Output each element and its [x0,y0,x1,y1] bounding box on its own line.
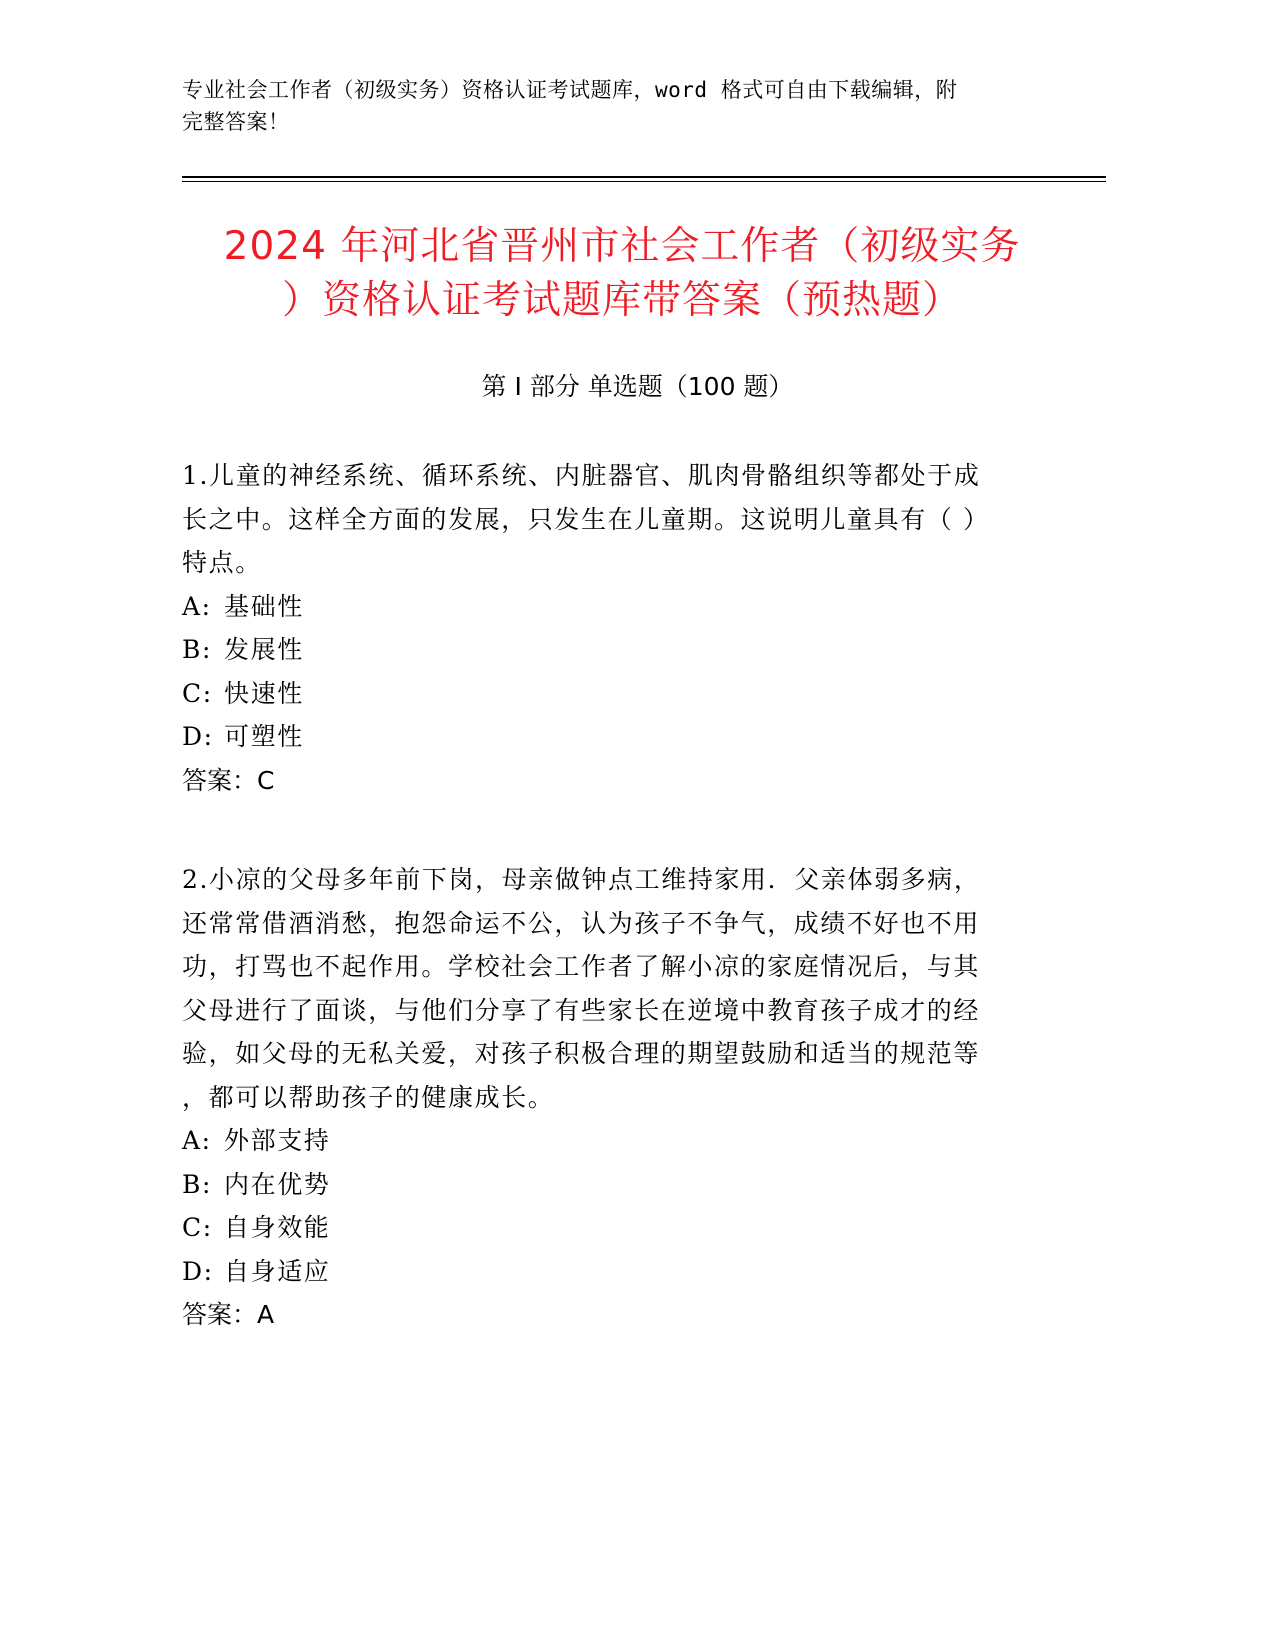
option-a [182,1119,1017,1163]
section-title: 第 I 部分 单选题（100 题） [481,372,794,401]
document-title [182,220,1062,328]
option-c [182,1206,1017,1250]
option-list [182,1119,1017,1293]
option-text: 外部支持 [224,1126,331,1155]
option-text: 可塑性 [224,722,304,751]
option-key: D: [182,1256,214,1286]
question-1 [182,454,1017,802]
option-key: C: [182,678,213,708]
option-key: D: [182,722,214,751]
header-note [182,74,1092,138]
header-note-line-1: 专业社会工作者（初级实务）资格认证考试题库，word 格式可自由下载编辑，附 [182,78,958,102]
question-stem-line: 1.儿童的神经系统、循环系统、内脏器官、肌肉骨骼组织等都处于成 [182,461,981,490]
option-text: 基础性 [224,591,304,621]
answer: 答案：C [182,765,275,795]
option-a [182,585,1017,629]
answer: 答案：A [182,1300,275,1329]
option-d [182,1250,1017,1294]
question-stem-line: 功，打骂也不起作用。学校社会工作者了解小凉的家庭情况后，与其 [182,952,981,981]
option-text: 内在优势 [224,1169,331,1199]
header-divider-thin [182,181,1106,182]
option-b [182,628,1017,672]
option-key: B: [182,1169,212,1199]
question-stem-line: 验，如父母的无私关爱，对孩子积极合理的期望鼓励和适当的规范等 [182,1039,981,1068]
header-note-line-2: 完整答案！ [182,110,290,134]
question-stem-line: 特点。 [182,548,262,577]
question-stem [182,454,1017,585]
option-text: 快速性 [224,678,304,708]
option-c [182,672,1017,716]
option-key: C: [182,1213,213,1242]
option-text: 自身效能 [224,1213,331,1242]
question-stem [182,858,1017,1119]
option-text: 发展性 [224,635,304,664]
document-title-line-1: 2024 年河北省晋州市社会工作者（初级实务 [223,224,1021,269]
question-2 [182,858,1017,1337]
question-stem-line: 2.小凉的父母多年前下岗，母亲做钟点工维持家用．父亲体弱多病， [182,865,981,894]
option-list [182,585,1017,759]
header-divider-thick [182,176,1106,178]
document-title-line-2: ）资格认证考试题库带答案（预热题） [281,278,962,323]
option-key: B: [182,635,212,664]
option-key: A: [182,1126,212,1155]
question-stem-line: 父母进行了面谈，与他们分享了有些家长在逆境中教育孩子成才的经 [182,995,981,1025]
option-d [182,715,1017,759]
question-stem-line: ，都可以帮助孩子的健康成长。 [182,1082,555,1112]
question-stem-line: 长之中。这样全方面的发展，只发生在儿童期。这说明儿童具有（ ） [182,504,990,534]
question-stem-line: 还常常借酒消愁，抱怨命运不公，认为孩子不争气，成绩不好也不用 [182,908,981,938]
option-text: 自身适应 [224,1256,331,1286]
question-list [182,454,1017,1393]
option-b [182,1163,1017,1207]
option-key: A: [182,591,212,621]
